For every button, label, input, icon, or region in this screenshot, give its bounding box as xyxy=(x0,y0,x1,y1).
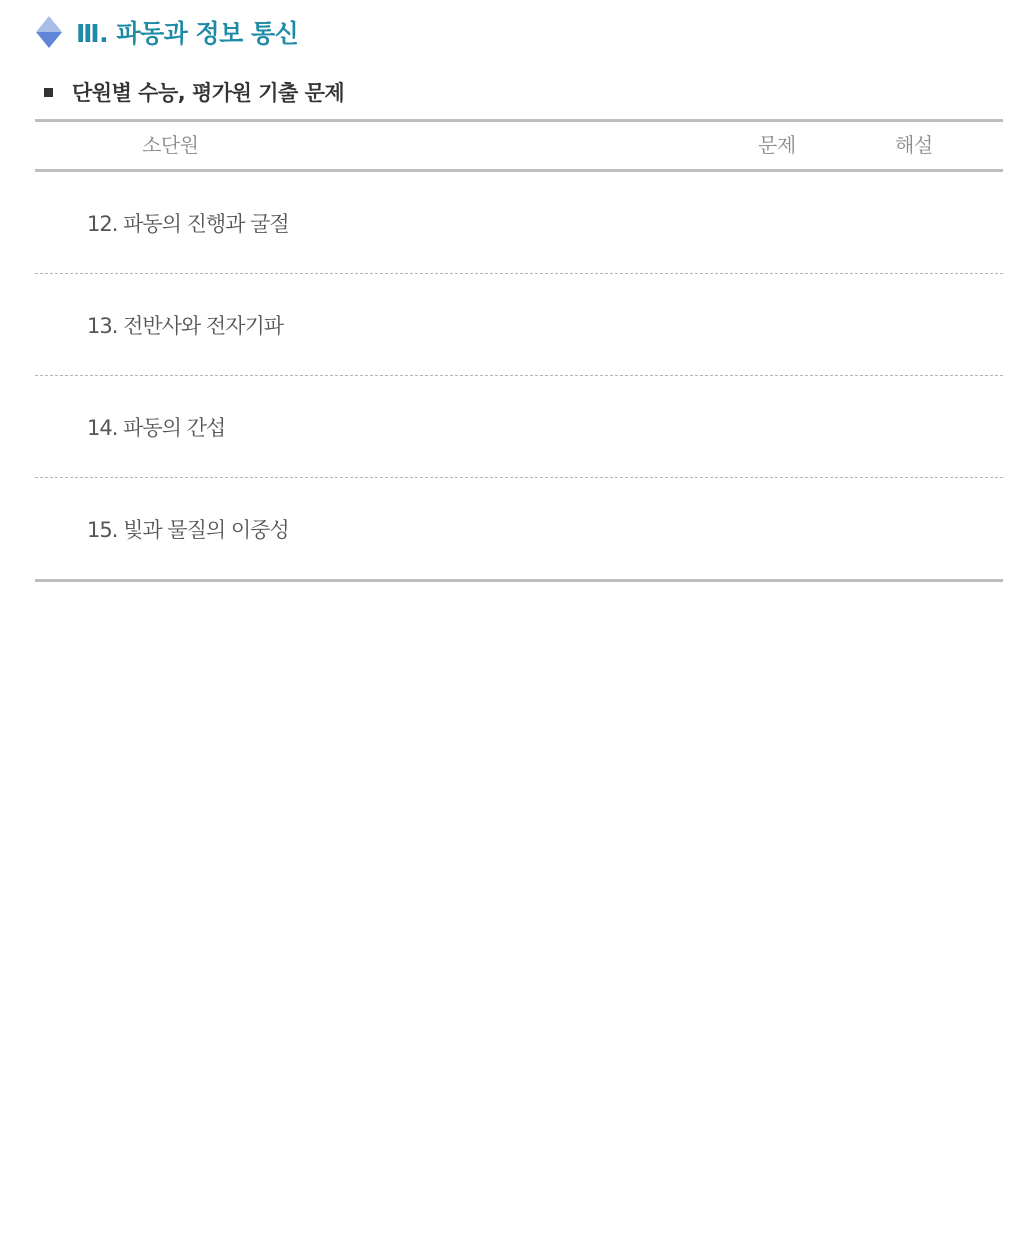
unit-label: 14. 파동의 간섭 xyxy=(87,415,226,440)
solution-link[interactable] xyxy=(875,509,965,549)
table-header xyxy=(35,119,1003,172)
exam-table xyxy=(35,119,1003,582)
solution-link[interactable] xyxy=(875,305,965,345)
problem-link[interactable] xyxy=(735,407,825,447)
problem-link[interactable] xyxy=(735,203,825,243)
header-solution: 해설 xyxy=(895,133,933,157)
section-title-text: Ⅲ. 파동과 정보 통신 xyxy=(76,19,299,48)
square-bullet-icon xyxy=(44,88,53,97)
subtitle-text: 단원별 수능, 평가원 기출 문제 xyxy=(72,81,345,105)
table-row xyxy=(35,478,1003,582)
solution-link[interactable] xyxy=(875,203,965,243)
table-row xyxy=(35,274,1003,376)
solution-link[interactable] xyxy=(875,407,965,447)
table-row xyxy=(35,376,1003,478)
header-unit: 소단원 xyxy=(142,133,199,157)
subtitle xyxy=(44,76,344,108)
unit-label: 12. 파동의 진행과 굴절 xyxy=(87,211,289,236)
diamond-icon xyxy=(36,16,62,48)
problem-link[interactable] xyxy=(735,305,825,345)
unit-label: 15. 빛과 물질의 이중성 xyxy=(87,517,289,542)
table-row xyxy=(35,172,1003,274)
unit-label: 13. 전반사와 전자기파 xyxy=(87,313,284,338)
header-problem: 문제 xyxy=(758,133,796,157)
section-title xyxy=(36,14,298,50)
problem-link[interactable] xyxy=(735,509,825,549)
